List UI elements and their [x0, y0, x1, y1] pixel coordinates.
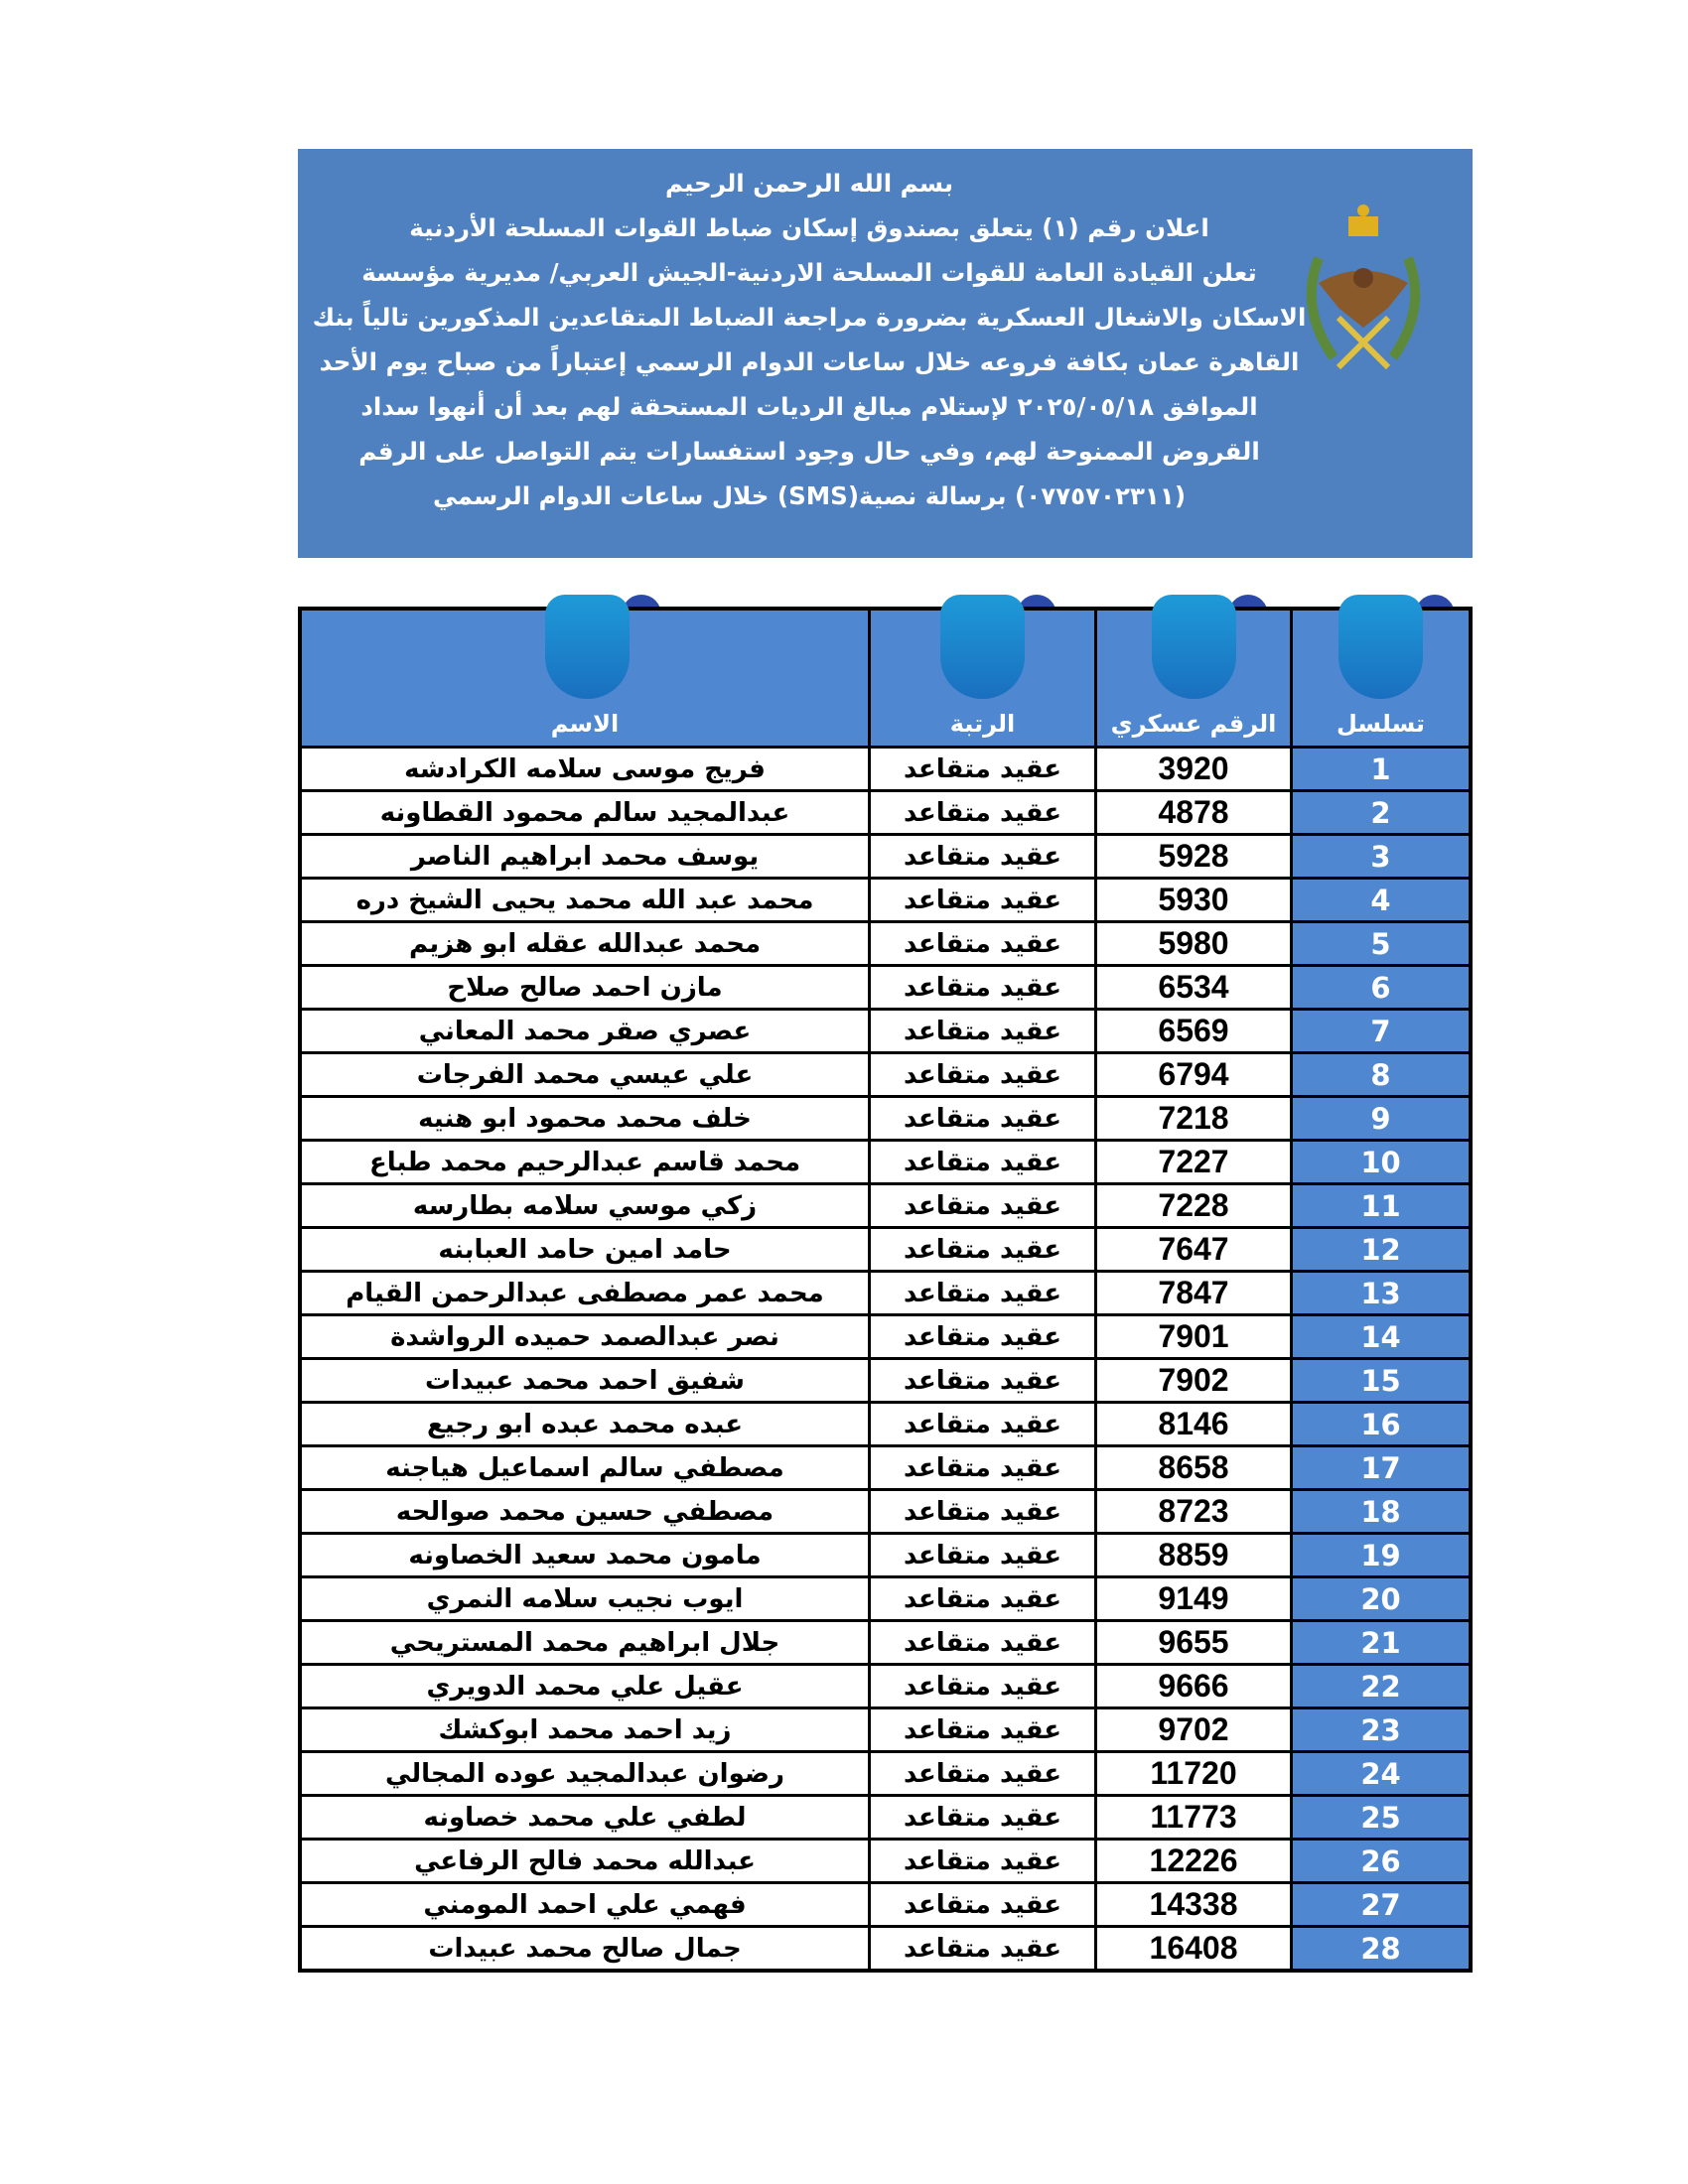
number-cell: 9149	[1094, 1578, 1290, 1619]
rank-cell: عقيد متقاعد	[868, 1447, 1094, 1488]
seq-cell: 8	[1290, 1054, 1469, 1095]
rank-cell: عقيد متقاعد	[868, 1273, 1094, 1313]
retirees-table	[298, 607, 1473, 1973]
announcement-box	[298, 149, 1473, 558]
table-body	[302, 746, 1469, 1969]
announcement-line: تعلن القيادة العامة للقوات المسلحة الاردنية-الجيش العربي/ مديرية مؤسسة	[361, 258, 1257, 287]
number-cell: 6794	[1094, 1054, 1290, 1095]
table-row	[302, 1182, 1469, 1226]
rank-cell: عقيد متقاعد	[868, 1622, 1094, 1663]
seq-cell: 7	[1290, 1011, 1469, 1051]
table-row	[302, 1444, 1469, 1488]
header-label: الاسم	[550, 710, 620, 738]
table-row	[302, 877, 1469, 920]
name-cell: جمال صالح محمد عبيدات	[428, 1933, 742, 1964]
seq-cell: 15	[1290, 1360, 1469, 1401]
seq-cell: 9	[1290, 1098, 1469, 1139]
table-row	[302, 1794, 1469, 1838]
announcement-line: القاهرة عمان بكافة فروعه خلال ساعات الدوام الرسمي إعتباراً من صباح يوم الأحد	[319, 347, 1300, 376]
number-cell: 6569	[1094, 1011, 1290, 1051]
number-cell: 9702	[1094, 1709, 1290, 1750]
number-cell: 7218	[1094, 1098, 1290, 1139]
rank-cell: عقيد متقاعد	[868, 1011, 1094, 1051]
rank-cell: عقيد متقاعد	[868, 1753, 1094, 1794]
rank-cell: عقيد متقاعد	[868, 836, 1094, 877]
name-cell: مامون محمد سعيد الخصاونه	[408, 1540, 762, 1570]
seq-cell: 22	[1290, 1666, 1469, 1706]
seq-cell: 2	[1290, 792, 1469, 833]
seq-cell: 26	[1290, 1841, 1469, 1881]
table-row	[302, 1139, 1469, 1182]
number-cell: 8723	[1094, 1491, 1290, 1532]
name-cell: خلف محمد محمود ابو هنيه	[418, 1103, 752, 1134]
rank-cell: عقيد متقاعد	[868, 1535, 1094, 1575]
seq-cell: 14	[1290, 1316, 1469, 1357]
header-name	[302, 611, 868, 746]
ribbon-icon	[940, 595, 1025, 699]
number-cell: 7647	[1094, 1229, 1290, 1270]
number-cell: 8658	[1094, 1447, 1290, 1488]
jordan-armed-forces-emblem-icon	[1294, 199, 1433, 382]
table-row	[302, 1488, 1469, 1532]
rank-cell: عقيد متقاعد	[868, 749, 1094, 789]
number-cell: 7847	[1094, 1273, 1290, 1313]
number-cell: 4878	[1094, 792, 1290, 833]
table-row	[302, 1270, 1469, 1313]
basmala: بسم الله الرحمن الرحيم	[664, 169, 954, 198]
name-cell: ايوب نجيب سلامه النمري	[426, 1583, 744, 1614]
rank-cell: عقيد متقاعد	[868, 1404, 1094, 1444]
table-row	[302, 1532, 1469, 1575]
header-label: الرتبة	[949, 710, 1016, 738]
seq-cell: 1	[1290, 749, 1469, 789]
table-header	[302, 611, 1469, 746]
header-rank	[868, 611, 1094, 746]
name-cell: محمد قاسم عبدالرحيم محمد طباع	[368, 1147, 801, 1177]
rank-cell: عقيد متقاعد	[868, 1098, 1094, 1139]
name-cell: مصطفي سالم اسماعيل هياجنه	[385, 1452, 784, 1483]
name-cell: رضوان عبدالمجيد عوده المجالي	[385, 1758, 784, 1789]
name-cell: جلال ابراهيم محمد المستريحي	[389, 1627, 780, 1658]
rank-cell: عقيد متقاعد	[868, 1709, 1094, 1750]
rank-cell: عقيد متقاعد	[868, 1578, 1094, 1619]
rank-cell: عقيد متقاعد	[868, 880, 1094, 920]
name-cell: مازن احمد صالح صلاح	[447, 972, 723, 1003]
number-cell: 12226	[1094, 1841, 1290, 1881]
name-cell: نصر عبدالصمد حميده الرواشدة	[390, 1321, 779, 1352]
rank-cell: عقيد متقاعد	[868, 1797, 1094, 1838]
number-cell: 5928	[1094, 836, 1290, 877]
table-row	[302, 1619, 1469, 1663]
rank-cell: عقيد متقاعد	[868, 1142, 1094, 1182]
seq-cell: 28	[1290, 1928, 1469, 1969]
seq-cell: 6	[1290, 967, 1469, 1008]
rank-cell: عقيد متقاعد	[868, 1841, 1094, 1881]
table-row	[302, 1095, 1469, 1139]
table-row	[302, 746, 1469, 789]
name-cell: زيد احمد محمد ابوكشك	[438, 1714, 732, 1745]
rank-cell: عقيد متقاعد	[868, 967, 1094, 1008]
name-cell: محمد عبد الله محمد يحيى الشيخ دره	[355, 885, 814, 915]
name-cell: علي عيسي محمد الفرجات	[416, 1059, 754, 1090]
number-cell: 11720	[1094, 1753, 1290, 1794]
name-cell: زكي موسي سلامه بطارسه	[412, 1190, 758, 1221]
table-row	[302, 1881, 1469, 1925]
announcement-line: اعلان رقم (١) يتعلق بصندوق إسكان ضباط القوات المسلحة الأردنية	[409, 213, 1209, 242]
table-row	[302, 1663, 1469, 1706]
ribbon-icon	[1338, 595, 1423, 699]
number-cell: 9666	[1094, 1666, 1290, 1706]
table-row	[302, 1226, 1469, 1270]
number-cell: 5930	[1094, 880, 1290, 920]
announcement-line: الموافق ٢٠٢٥/٠٥/١٨ لإستلام مبالغ الرديات المستحقة لهم بعد أن أنهوا سداد	[360, 392, 1258, 421]
seq-cell: 21	[1290, 1622, 1469, 1663]
header-number	[1094, 611, 1290, 746]
rank-cell: عقيد متقاعد	[868, 1360, 1094, 1401]
name-cell: محمد عمر مصطفى عبدالرحمن القيام	[346, 1278, 824, 1308]
name-cell: حامد امين حامد العبابنه	[438, 1234, 732, 1265]
number-cell: 14338	[1094, 1884, 1290, 1925]
number-cell: 5980	[1094, 923, 1290, 964]
announcement-line: (٠٧٧٥٧٠٢٣١١) برسالة نصية(SMS) خلال ساعات الدوام الرسمي	[432, 481, 1187, 510]
name-cell: فريج موسى سلامه الكرادشه	[404, 753, 766, 784]
rank-cell: عقيد متقاعد	[868, 923, 1094, 964]
table-row	[302, 1357, 1469, 1401]
number-cell: 7228	[1094, 1185, 1290, 1226]
seq-cell: 24	[1290, 1753, 1469, 1794]
name-cell: لطفي علي محمد خصاونه	[423, 1802, 747, 1833]
name-cell: فهمي علي احمد المومني	[423, 1889, 747, 1920]
header-label: الرقم عسكري	[1110, 710, 1277, 738]
rank-cell: عقيد متقاعد	[868, 1491, 1094, 1532]
number-cell: 8146	[1094, 1404, 1290, 1444]
number-cell: 16408	[1094, 1928, 1290, 1969]
table-row	[302, 1008, 1469, 1051]
number-cell: 3920	[1094, 749, 1290, 789]
seq-cell: 18	[1290, 1491, 1469, 1532]
table-row	[302, 1838, 1469, 1881]
table-row	[302, 1575, 1469, 1619]
number-cell: 7227	[1094, 1142, 1290, 1182]
seq-cell: 25	[1290, 1797, 1469, 1838]
table-row	[302, 1925, 1469, 1969]
header-seq	[1290, 611, 1469, 746]
seq-cell: 13	[1290, 1273, 1469, 1313]
number-cell: 7902	[1094, 1360, 1290, 1401]
name-cell: مصطفي حسين محمد صوالحه	[395, 1496, 774, 1527]
name-cell: عقيل علي محمد الدويري	[426, 1671, 744, 1702]
name-cell: عبدالمجيد سالم محمود القطاونه	[379, 797, 790, 828]
seq-cell: 20	[1290, 1578, 1469, 1619]
announcement-text	[308, 161, 1311, 518]
seq-cell: 10	[1290, 1142, 1469, 1182]
name-cell: عصري صقر محمد المعاني	[418, 1016, 752, 1046]
number-cell: 9655	[1094, 1622, 1290, 1663]
number-cell: 11773	[1094, 1797, 1290, 1838]
seq-cell: 3	[1290, 836, 1469, 877]
table-row	[302, 1313, 1469, 1357]
number-cell: 8859	[1094, 1535, 1290, 1575]
seq-cell: 19	[1290, 1535, 1469, 1575]
seq-cell: 5	[1290, 923, 1469, 964]
number-cell: 6534	[1094, 967, 1290, 1008]
name-cell: عبده محمد عبده ابو رجيع	[426, 1409, 744, 1439]
name-cell: عبدالله محمد فالح الرفاعي	[414, 1845, 756, 1876]
name-cell: شفيق احمد محمد عبيدات	[425, 1365, 745, 1396]
rank-cell: عقيد متقاعد	[868, 1229, 1094, 1270]
rank-cell: عقيد متقاعد	[868, 1884, 1094, 1925]
rank-cell: عقيد متقاعد	[868, 1185, 1094, 1226]
seq-cell: 4	[1290, 880, 1469, 920]
seq-cell: 16	[1290, 1404, 1469, 1444]
ribbon-icon	[1152, 595, 1236, 699]
table-row	[302, 833, 1469, 877]
rank-cell: عقيد متقاعد	[868, 1928, 1094, 1969]
seq-cell: 23	[1290, 1709, 1469, 1750]
table-row	[302, 1706, 1469, 1750]
table-row	[302, 920, 1469, 964]
table-row	[302, 1401, 1469, 1444]
announcement-line: القروض الممنوحة لهم، وفي حال وجود استفسارات يتم التواصل على الرقم	[358, 437, 1260, 466]
name-cell: يوسف محمد ابراهيم الناصر	[410, 841, 760, 872]
table-row	[302, 1051, 1469, 1095]
seq-cell: 27	[1290, 1884, 1469, 1925]
table-row	[302, 964, 1469, 1008]
rank-cell: عقيد متقاعد	[868, 1054, 1094, 1095]
table-row	[302, 789, 1469, 833]
ribbon-icon	[545, 595, 630, 699]
seq-cell: 11	[1290, 1185, 1469, 1226]
rank-cell: عقيد متقاعد	[868, 1666, 1094, 1706]
seq-cell: 12	[1290, 1229, 1469, 1270]
table-row	[302, 1750, 1469, 1794]
seq-cell: 17	[1290, 1447, 1469, 1488]
name-cell: محمد عبدالله عقله ابو هزيم	[408, 928, 762, 959]
announcement-line: الاسكان والاشغال العسكرية بضرورة مراجعة الضباط المتقاعدين المذكورين تالياً بنك	[312, 303, 1307, 332]
header-label: تسلسل	[1336, 710, 1426, 738]
rank-cell: عقيد متقاعد	[868, 792, 1094, 833]
rank-cell: عقيد متقاعد	[868, 1316, 1094, 1357]
number-cell: 7901	[1094, 1316, 1290, 1357]
